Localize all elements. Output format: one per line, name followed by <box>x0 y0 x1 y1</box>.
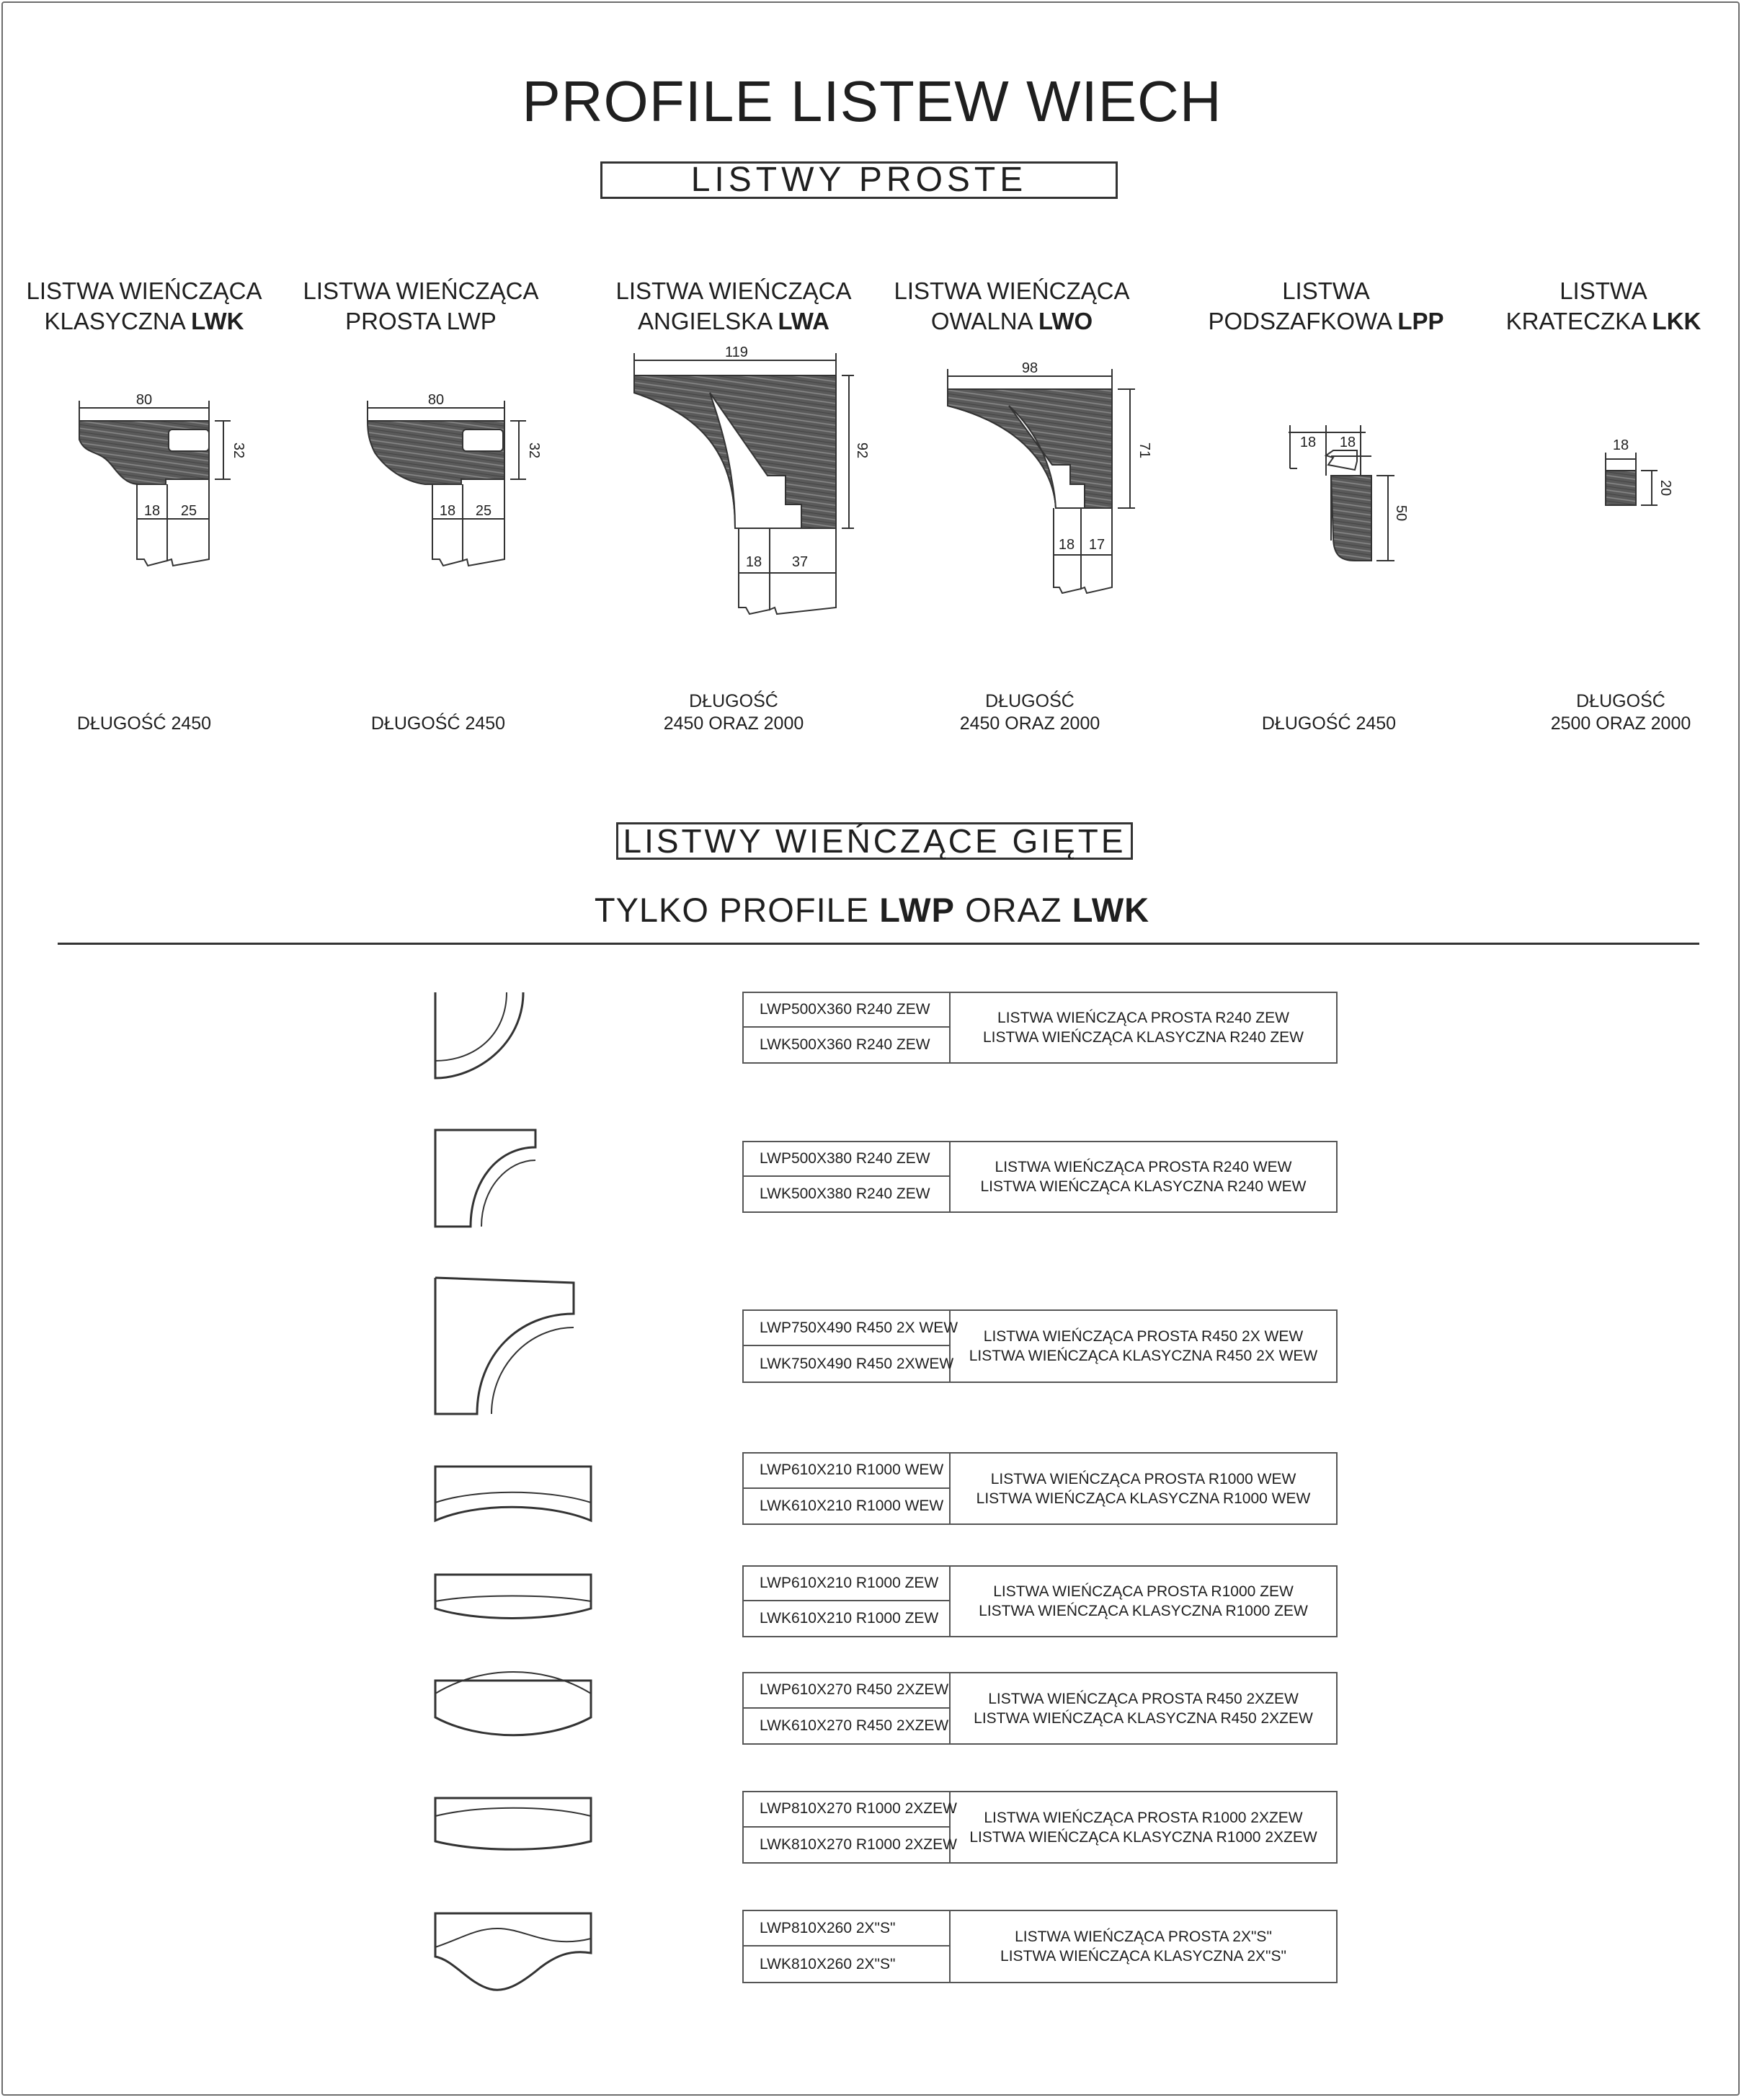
dim-lwo-width: 98 <box>1021 360 1038 376</box>
profile-title-line1: LISTWA <box>1560 277 1647 304</box>
product-description: LISTWA WIEŃCZĄCA PROSTA R1000 WEW LISTWA WIEŃCZĄCA KLASYCZNA R1000 WEW <box>976 1470 1311 1507</box>
bent-shape-5 <box>435 1575 591 1619</box>
product-description: LISTWA WIEŃCZĄCA PROSTA R240 ZEW LISTWA WIEŃCZĄCA KLASYCZNA R240 ZEW <box>983 1010 1304 1046</box>
dim-lkk-width: 18 <box>1612 437 1629 453</box>
product-code: LWK810X270 R1000 2XZEW <box>760 1836 957 1853</box>
profile-length-lpp: DŁUGOŚĆ 2450 <box>1261 713 1397 734</box>
bent-item-row <box>742 1791 1338 1864</box>
product-description: LISTWA WIEŃCZĄCA PROSTA R450 2XZEW LISTWA WIEŃCZĄCA KLASYCZNA R450 2XZEW <box>974 1690 1313 1727</box>
profile-title-line1: LISTWA WIEŃCZĄCA <box>894 277 1130 304</box>
product-description: LISTWA WIEŃCZĄCA PROSTA 2X"S" LISTWA WIEŃCZĄCA KLASYCZNA 2X"S" <box>1000 1928 1286 1965</box>
bent-shape-7 <box>435 1798 591 1849</box>
dim-lwk-b: 25 <box>180 503 197 519</box>
product-code: LWP500X380 R240 ZEW <box>744 1142 949 1177</box>
product-code: LWP750X490 R450 2X WEW <box>744 1311 949 1346</box>
product-code: LWK750X490 R450 2XWEW <box>760 1355 954 1372</box>
dim-lwo-height: 71 <box>1136 442 1152 459</box>
dim-lwp-a: 18 <box>439 503 456 519</box>
dim-lwp-width: 80 <box>427 392 445 408</box>
product-code: LWP810X270 R1000 2XZEW <box>744 1792 949 1828</box>
dim-lkk-height: 20 <box>1658 479 1673 497</box>
profile-title-line2: KLASYCZNA LWK <box>44 308 244 334</box>
product-code: LWP610X270 R450 2XZEW <box>744 1673 949 1709</box>
section-straight-heading: LISTWY PROSTE <box>600 161 1118 199</box>
product-description: LISTWA WIEŃCZĄCA PROSTA R240 WEW LISTWA WIEŃCZĄCA KLASYCZNA R240 WEW <box>980 1159 1307 1195</box>
product-description: LISTWA WIEŃCZĄCA PROSTA R1000 2XZEW LISTWA WIEŃCZĄCA KLASYCZNA R1000 2XZEW <box>969 1809 1317 1846</box>
bent-shape-1 <box>435 992 523 1078</box>
profile-length-lwk: DŁUGOŚĆ 2450 <box>76 713 212 734</box>
profile-drawing-lwp <box>368 401 526 566</box>
bent-shape-4 <box>435 1467 591 1521</box>
dim-lwp-b: 25 <box>475 503 492 519</box>
profile-drawing-lwa <box>634 353 854 614</box>
product-code: LWP500X360 R240 ZEW <box>744 993 949 1028</box>
dim-lwk-a: 18 <box>143 503 161 519</box>
product-description: LISTWA WIEŃCZĄCA PROSTA R1000 ZEW LISTWA WIEŃCZĄCA KLASYCZNA R1000 ZEW <box>979 1583 1308 1619</box>
product-code: LWP610X210 R1000 ZEW <box>744 1567 949 1601</box>
profile-drawing-lkk <box>1606 453 1658 505</box>
section-bent-heading: LISTWY WIEŃCZĄCE GIĘTE <box>616 822 1133 860</box>
bent-item-row <box>742 1565 1338 1637</box>
dim-lwp-height: 32 <box>526 442 542 459</box>
bent-item-row <box>742 1141 1338 1213</box>
product-code: LWK610X270 R450 2XZEW <box>760 1717 949 1734</box>
product-description: LISTWA WIEŃCZĄCA PROSTA R450 2X WEW LISTWA WIEŃCZĄCA KLASYCZNA R450 2X WEW <box>969 1328 1318 1364</box>
product-code: LWK500X380 R240 ZEW <box>760 1185 930 1202</box>
profile-length-lwp: DŁUGOŚĆ 2450 <box>370 713 506 734</box>
bent-subtitle: TYLKO PROFILE LWP ORAZ LWK <box>594 891 1150 929</box>
profile-title-line1: LISTWA <box>1282 277 1370 304</box>
dim-lpp-height: 50 <box>1393 504 1409 522</box>
dim-lwa-a: 18 <box>745 554 762 570</box>
dim-lwa-width: 119 <box>725 344 748 360</box>
bent-item-row <box>742 992 1338 1064</box>
profile-title-line2: PROSTA LWP <box>345 308 497 334</box>
bent-shape-8 <box>435 1913 591 1990</box>
dim-lpp-b: 18 <box>1339 435 1356 450</box>
product-code: LWP610X210 R1000 WEW <box>744 1454 949 1489</box>
product-code: LWK500X360 R240 ZEW <box>760 1036 930 1053</box>
bent-item-row <box>742 1672 1338 1745</box>
product-code: LWK810X260 2X"S" <box>760 1955 896 1972</box>
bent-shape-2 <box>435 1130 535 1227</box>
bent-shape-6 <box>435 1672 591 1735</box>
profile-drawing-lwk <box>79 401 231 566</box>
dim-lpp-a: 18 <box>1299 435 1317 450</box>
profile-title-line2: OWALNA LWO <box>930 308 1093 334</box>
profile-title-line1: LISTWA WIEŃCZĄCA <box>26 277 262 304</box>
profile-title-line1: LISTWA WIEŃCZĄCA <box>615 277 852 304</box>
profile-title-line2: KRATECZKA LKK <box>1505 308 1701 334</box>
profile-title-line1: LISTWA WIEŃCZĄCA <box>303 277 539 304</box>
profile-title-line2: PODSZAFKOWA LPP <box>1208 308 1444 334</box>
dim-lwk-width: 80 <box>135 392 153 408</box>
product-code: LWK610X210 R1000 ZEW <box>760 1610 939 1627</box>
profile-length-lkk: DŁUGOŚĆ 2500 ORAZ 2000 <box>1550 691 1691 734</box>
profile-length-lwo: DŁUGOŚĆ 2450 ORAZ 2000 <box>959 691 1100 734</box>
dim-lwk-height: 32 <box>231 442 246 459</box>
dim-lwo-a: 18 <box>1058 537 1075 553</box>
dim-lwa-b: 37 <box>791 554 809 570</box>
bent-item-row <box>742 1309 1338 1383</box>
bent-item-row <box>742 1910 1338 1983</box>
bent-shape-3 <box>435 1278 574 1414</box>
dim-lwa-height: 92 <box>854 442 870 459</box>
product-code: LWP810X260 2X"S" <box>744 1911 949 1946</box>
profile-drawing-lwo <box>948 369 1135 593</box>
product-code: LWK610X210 R1000 WEW <box>760 1497 944 1514</box>
bent-item-row <box>742 1452 1338 1525</box>
page-title: PROFILE LISTEW WIECH <box>522 69 1222 133</box>
profile-title-line2: ANGIELSKA LWA <box>638 308 829 334</box>
profile-length-lwa: DŁUGOŚĆ 2450 ORAZ 2000 <box>663 691 804 734</box>
dim-lwo-b: 17 <box>1088 537 1105 553</box>
